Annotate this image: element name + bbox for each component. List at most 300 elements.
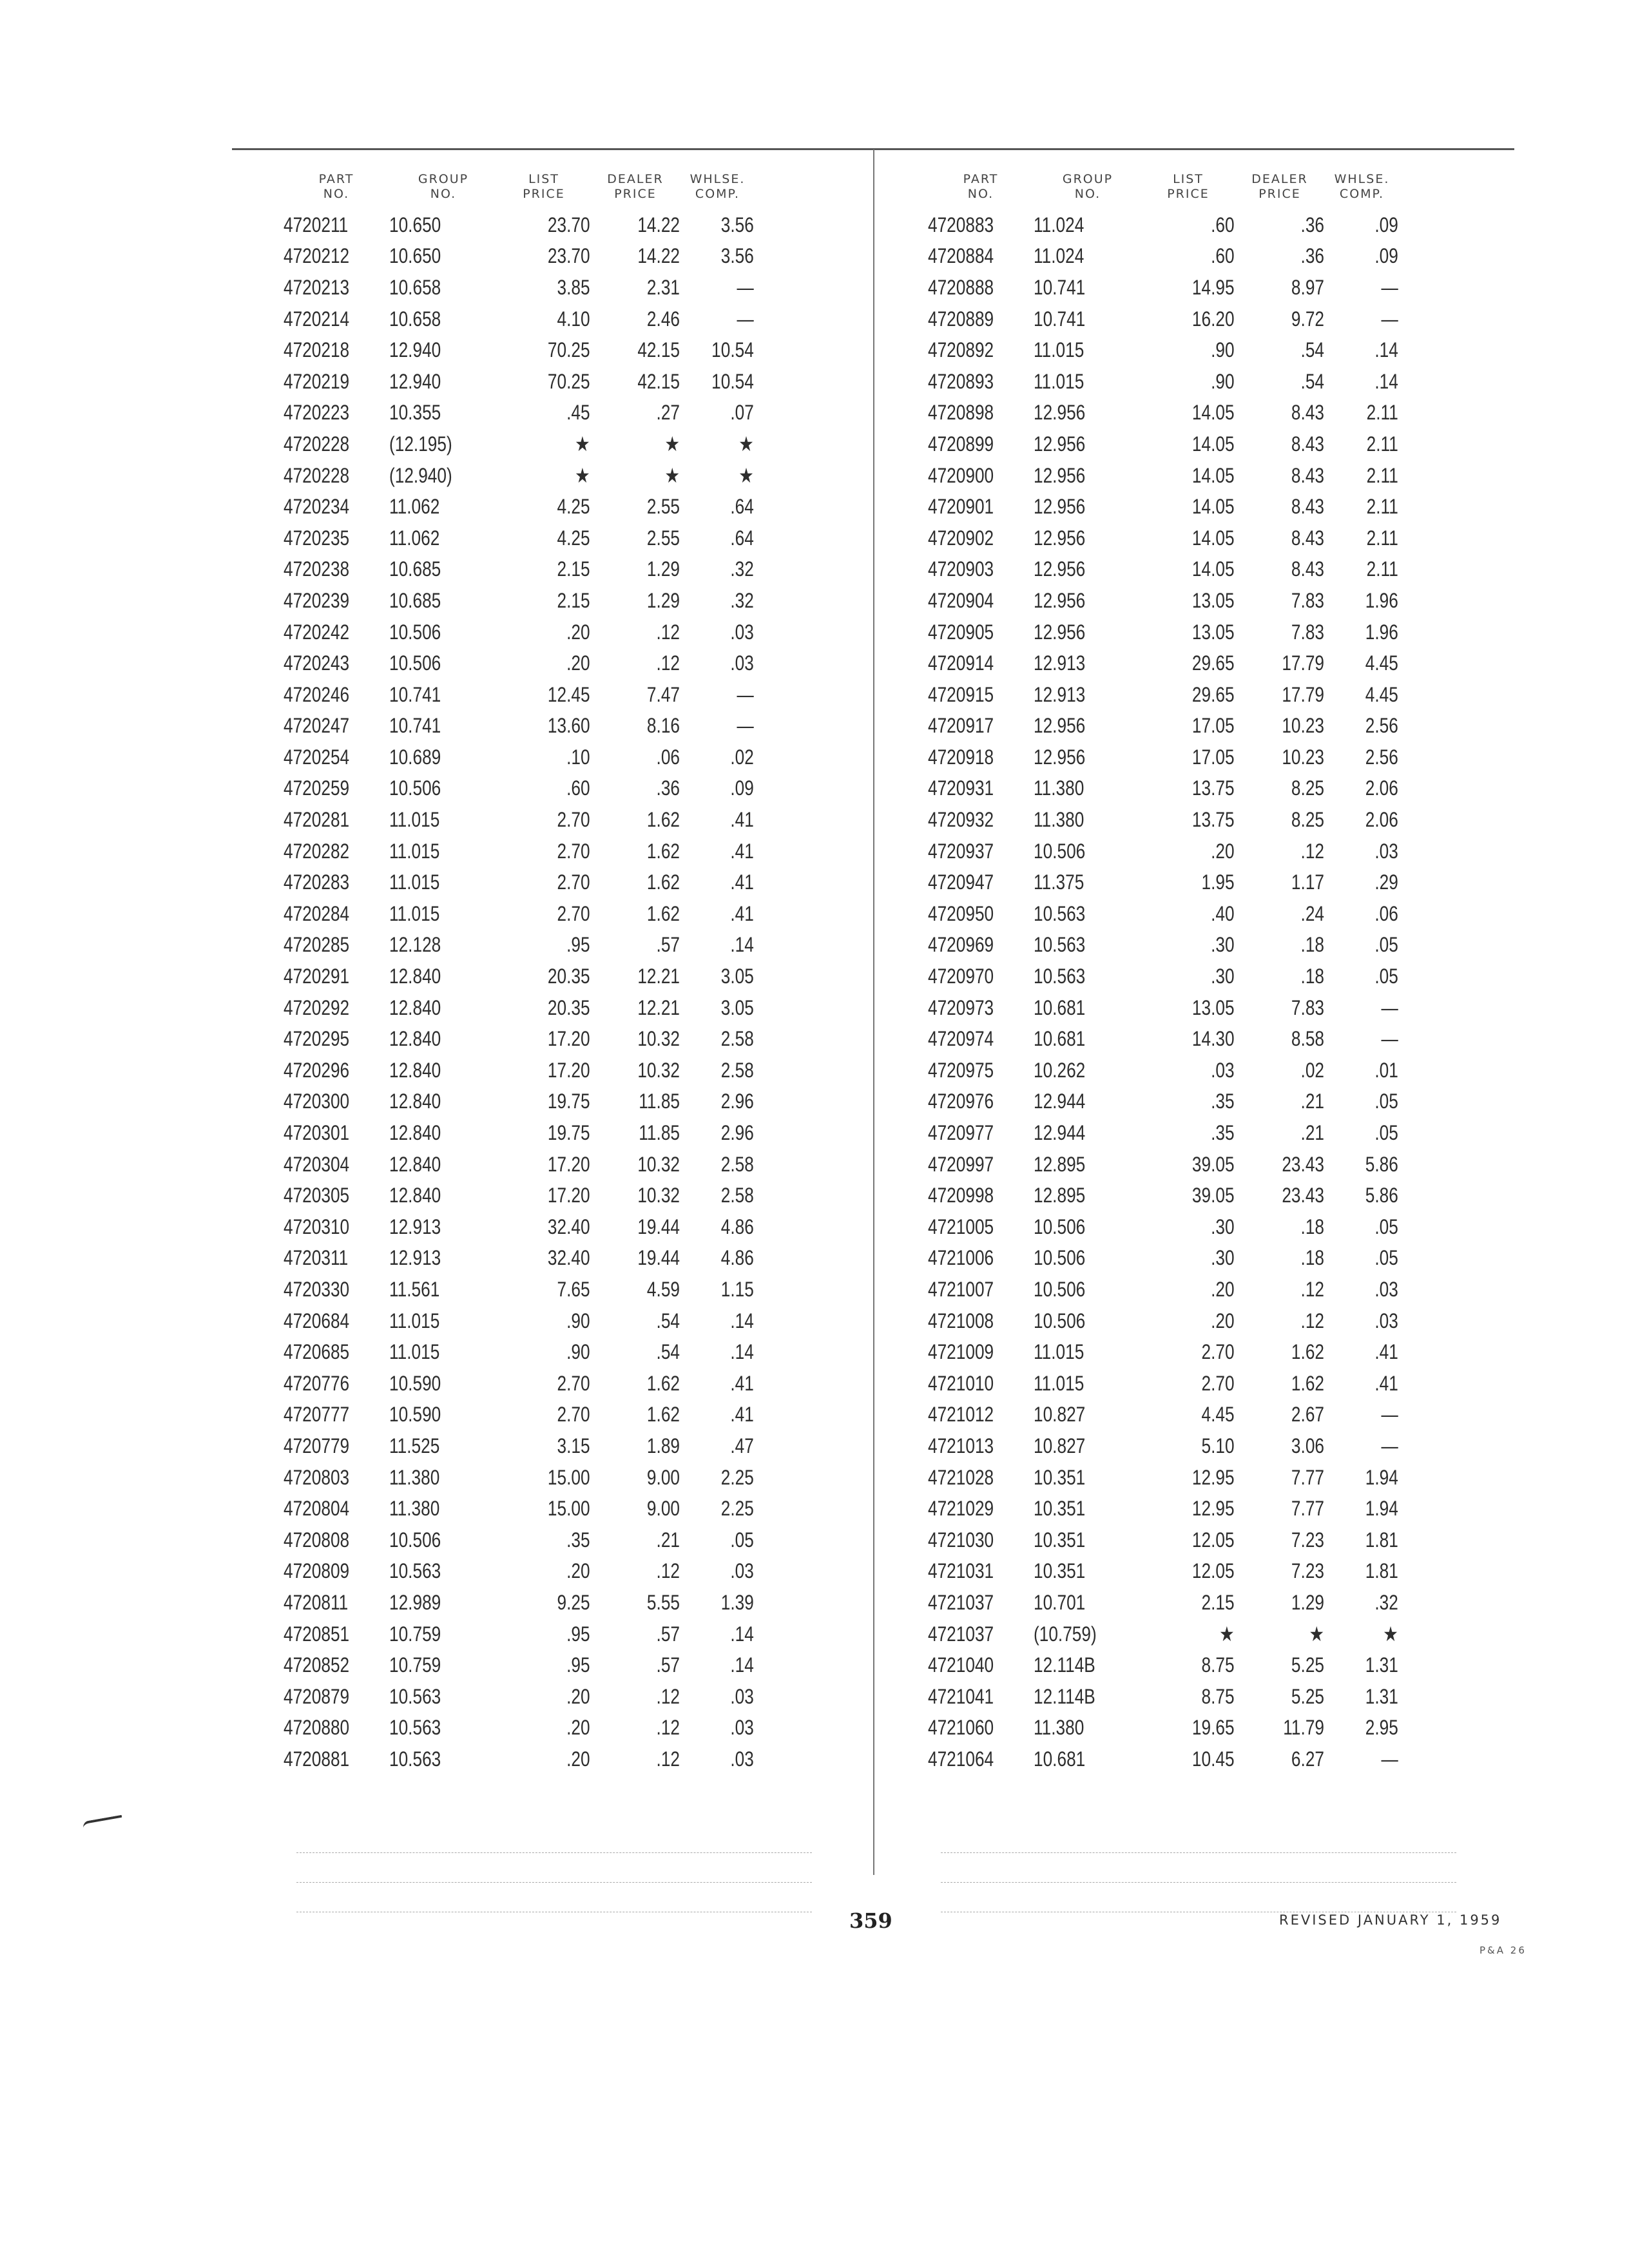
dealer-price-cell: .54 [656, 1340, 680, 1364]
whlse-comp-cell: 1.94 [1365, 1497, 1398, 1521]
dealer-price-cell: 8.43 [1291, 526, 1324, 550]
dealer-price-cell: 42.15 [637, 338, 680, 362]
table-row [284, 1681, 754, 1713]
group-no-cell: 10.741 [1034, 275, 1086, 299]
group-no-cell: 12.913 [1034, 651, 1086, 675]
whlse-comp-cell: 3.05 [720, 995, 754, 1019]
group-no-cell: 10.351 [1034, 1528, 1086, 1552]
dealer-price-cell: .02 [1300, 1058, 1324, 1082]
dealer-price-cell: 19.44 [637, 1246, 680, 1270]
dealer-price-cell: 1.62 [646, 808, 680, 832]
part-no-cell: 4720330 [284, 1277, 350, 1301]
dealer-price-cell: 8.43 [1291, 463, 1324, 487]
whlse-comp-cell: 2.58 [720, 1058, 754, 1082]
whlse-comp-cell: .03 [1374, 839, 1398, 863]
group-no-cell: 10.506 [1034, 839, 1086, 863]
list-price-cell: 70.25 [547, 369, 590, 393]
list-price-cell: .40 [1211, 901, 1235, 925]
list-price-cell: 3.15 [557, 1434, 590, 1457]
part-no-cell: 4720243 [284, 651, 350, 675]
dealer-price-cell: 42.15 [637, 369, 680, 393]
whlse-comp-cell: 1.81 [1365, 1528, 1398, 1552]
dealer-price-cell: 8.25 [1291, 776, 1324, 800]
dealer-price-cell: 2.46 [646, 307, 680, 331]
table-row [928, 1524, 1398, 1556]
revised-date: REVISED JANUARY 1, 1959 [1279, 1912, 1502, 1928]
part-no-cell: 4720292 [284, 995, 350, 1019]
table-row [928, 648, 1398, 679]
dealer-price-cell: 8.97 [1291, 275, 1324, 299]
dealer-price-cell: 7.83 [1291, 995, 1324, 1019]
list-price-cell: 13.05 [1191, 588, 1235, 612]
whlse-comp-cell: 2.58 [720, 1027, 754, 1051]
table-row [928, 428, 1398, 460]
part-no-cell: 4720950 [928, 901, 994, 925]
list-price-cell: .10 [566, 745, 590, 769]
part-no-cell: 4720296 [284, 1058, 350, 1082]
list-price-cell: 17.20 [547, 1184, 590, 1207]
dealer-price-cell: 17.79 [1282, 682, 1324, 706]
part-no-cell: 4720904 [928, 588, 994, 612]
dealer-price-cell: .12 [656, 1747, 680, 1771]
part-no-cell: 4720997 [928, 1152, 994, 1176]
whlse-comp-cell: .03 [730, 1716, 754, 1740]
whlse-comp-cell: .02 [730, 745, 754, 769]
list-price-cell: 23.70 [547, 213, 590, 236]
dealer-price-cell: .12 [656, 1716, 680, 1740]
dealer-price-cell: .36 [1300, 244, 1324, 268]
list-price-cell: 13.60 [547, 714, 590, 738]
list-price-cell: 12.45 [547, 682, 590, 706]
table-row [284, 1493, 754, 1524]
group-no-cell: 12.956 [1034, 745, 1086, 769]
header-whlse-comp: WHLSE. COMP. [1334, 172, 1390, 201]
list-price-cell: 2.70 [1201, 1371, 1235, 1395]
table-row [284, 1399, 754, 1431]
group-no-cell: 10.689 [389, 745, 441, 769]
dealer-price-cell: 8.58 [1291, 1027, 1324, 1051]
part-no-cell: 4721006 [928, 1246, 994, 1270]
table-row [928, 867, 1398, 898]
group-no-cell: 11.380 [1034, 808, 1084, 832]
list-price-cell: 2.70 [557, 901, 590, 925]
group-no-cell: 12.956 [1034, 714, 1086, 738]
part-no-cell: 4720246 [284, 682, 350, 706]
table-row [928, 460, 1398, 492]
list-price-cell: .20 [566, 1716, 590, 1740]
dealer-price-cell: 9.00 [646, 1465, 680, 1489]
dealer-price-cell: 9.00 [646, 1497, 680, 1521]
whlse-comp-cell: 4.45 [1365, 682, 1398, 706]
part-no-cell: 4720242 [284, 620, 350, 644]
whlse-comp-cell: — [1381, 995, 1398, 1019]
part-no-cell: 4720291 [284, 965, 350, 988]
part-no-cell: 4720238 [284, 557, 350, 581]
list-price-cell: 12.95 [1191, 1465, 1235, 1489]
header-group-no: GROUP NO. [1062, 172, 1113, 201]
group-no-cell: 11.015 [1034, 369, 1084, 393]
list-price-cell: .95 [566, 1622, 590, 1646]
group-no-cell: 10.506 [1034, 1277, 1086, 1301]
group-no-cell: 12.840 [389, 965, 441, 988]
list-price-cell: 14.05 [1191, 463, 1235, 487]
whlse-comp-cell: .41 [730, 1403, 754, 1427]
dealer-price-cell: 1.62 [646, 870, 680, 894]
group-no-cell: 10.506 [389, 1528, 441, 1552]
part-no-cell: 4720879 [284, 1684, 350, 1708]
whlse-comp-cell: .32 [730, 588, 754, 612]
table-row [928, 1086, 1398, 1118]
group-no-cell: 12.840 [389, 1184, 441, 1207]
group-no-cell: 10.563 [389, 1747, 441, 1771]
whlse-comp-cell: .41 [1374, 1340, 1398, 1364]
part-no-cell: 4721064 [928, 1747, 994, 1771]
part-no-cell: 4720898 [928, 401, 994, 425]
group-no-cell: (12.940) [389, 463, 452, 487]
page-number: 359 [849, 1908, 892, 1933]
table-row [284, 1180, 754, 1211]
dealer-price-cell: .54 [1300, 338, 1324, 362]
dealer-price-cell: .57 [656, 1622, 680, 1646]
part-no-cell: 4720804 [284, 1497, 350, 1521]
whlse-comp-cell: ★ [738, 432, 754, 456]
whlse-comp-cell: .14 [730, 1653, 754, 1677]
table-row [284, 1336, 754, 1368]
table-row [928, 742, 1398, 773]
part-no-cell: 4720889 [928, 307, 994, 331]
table-row [284, 398, 754, 429]
whlse-comp-cell: .05 [1374, 1090, 1398, 1113]
dealer-price-cell: 2.55 [646, 495, 680, 519]
whlse-comp-cell: — [1381, 275, 1398, 299]
dealer-price-cell: 2.31 [646, 275, 680, 299]
table-row [284, 711, 754, 742]
group-no-cell: 11.015 [389, 870, 440, 894]
part-no-cell: 4720228 [284, 432, 350, 456]
group-no-cell: 11.380 [1034, 776, 1084, 800]
whlse-comp-cell: 2.11 [1366, 495, 1398, 519]
dealer-price-cell: 11.85 [639, 1090, 680, 1113]
table-row [284, 460, 754, 492]
whlse-comp-cell: 2.11 [1366, 401, 1398, 425]
table-row [928, 1211, 1398, 1243]
part-no-cell: 4720301 [284, 1121, 350, 1145]
dealer-price-cell: 10.32 [637, 1152, 680, 1176]
part-no-cell: 4720779 [284, 1434, 350, 1457]
group-no-cell: 10.759 [389, 1653, 441, 1677]
table-row [928, 554, 1398, 586]
whlse-comp-cell: .64 [730, 526, 754, 550]
group-no-cell: 11.015 [389, 839, 440, 863]
list-price-cell: 19.75 [547, 1090, 590, 1113]
part-no-cell: 4721031 [928, 1559, 994, 1583]
table-row [928, 1556, 1398, 1588]
table-row [928, 1368, 1398, 1399]
whlse-comp-cell: 1.31 [1365, 1653, 1398, 1677]
whlse-comp-cell: 1.96 [1365, 588, 1398, 612]
part-no-cell: 4720283 [284, 870, 350, 894]
table-row [928, 1493, 1398, 1524]
table-row [284, 1023, 754, 1055]
table-row [284, 867, 754, 898]
table-row [928, 366, 1398, 398]
group-no-cell: 10.506 [389, 620, 441, 644]
part-no-cell: 4721060 [928, 1716, 994, 1740]
list-price-cell: 39.05 [1191, 1184, 1235, 1207]
whlse-comp-cell: — [1381, 307, 1398, 331]
table-row [928, 1117, 1398, 1149]
dealer-price-cell: .12 [656, 1559, 680, 1583]
group-no-cell: 12.956 [1034, 495, 1086, 519]
list-price-cell: 14.05 [1191, 432, 1235, 456]
table-row [928, 1587, 1398, 1619]
group-no-cell: 11.015 [389, 808, 440, 832]
group-no-cell: 12.956 [1034, 526, 1086, 550]
list-price-cell: 2.15 [557, 557, 590, 581]
whlse-comp-cell: 2.56 [1365, 714, 1398, 738]
list-price-cell: .95 [566, 933, 590, 957]
part-no-cell: 4720883 [928, 213, 994, 236]
whlse-comp-cell: ★ [1383, 1622, 1398, 1646]
whlse-comp-cell: — [737, 307, 754, 331]
group-no-cell: 10.351 [1034, 1497, 1086, 1521]
dealer-price-cell: .12 [656, 651, 680, 675]
whlse-comp-cell: .64 [730, 495, 754, 519]
whlse-comp-cell: 2.25 [720, 1465, 754, 1489]
whlse-comp-cell: .06 [1374, 901, 1398, 925]
list-price-cell: 17.05 [1191, 714, 1235, 738]
whlse-comp-cell: .14 [730, 1309, 754, 1332]
group-no-cell: 12.840 [389, 995, 441, 1019]
whlse-comp-cell: .14 [730, 1622, 754, 1646]
group-no-cell: 11.525 [389, 1434, 440, 1457]
dealer-price-cell: .06 [656, 745, 680, 769]
part-no-cell: 4720218 [284, 338, 350, 362]
group-no-cell: 10.685 [389, 557, 441, 581]
margin-mark [82, 1815, 123, 1829]
group-no-cell: 10.563 [1034, 901, 1086, 925]
group-no-cell: 10.563 [389, 1684, 441, 1708]
list-price-cell: 3.85 [557, 275, 590, 299]
dealer-price-cell: 5.55 [646, 1590, 680, 1614]
list-price-cell: 4.10 [557, 307, 590, 331]
dealer-price-cell: 10.32 [637, 1184, 680, 1207]
header-part-no: PART NO. [318, 172, 354, 201]
part-no-cell: 4720223 [284, 401, 350, 425]
dealer-price-cell: 8.43 [1291, 495, 1324, 519]
part-no-cell: 4720903 [928, 557, 994, 581]
part-no-cell: 4720977 [928, 1121, 994, 1145]
dealer-price-cell: .54 [656, 1309, 680, 1332]
dealer-price-cell: .24 [1300, 901, 1324, 925]
list-price-cell: 17.20 [547, 1058, 590, 1082]
column-divider [873, 149, 874, 1875]
list-price-cell: 19.75 [547, 1121, 590, 1145]
part-no-cell: 4720239 [284, 588, 350, 612]
dealer-price-cell: 8.43 [1291, 401, 1324, 425]
table-row [284, 1305, 754, 1337]
list-price-cell: .60 [566, 776, 590, 800]
whlse-comp-cell: .01 [1374, 1058, 1398, 1082]
dealer-price-cell: 6.27 [1291, 1747, 1324, 1771]
list-price-cell: .60 [1211, 244, 1235, 268]
whlse-comp-cell: — [1381, 1434, 1398, 1457]
table-row [284, 992, 754, 1024]
whlse-comp-cell: .14 [1374, 338, 1398, 362]
dealer-price-cell: 4.59 [646, 1277, 680, 1301]
dealer-price-cell: .12 [1300, 1277, 1324, 1301]
dealer-price-cell: 1.62 [646, 839, 680, 863]
table-header [284, 164, 857, 209]
dealer-price-cell: 8.25 [1291, 808, 1324, 832]
table-row [928, 1149, 1398, 1180]
table-row [284, 1713, 754, 1744]
part-no-cell: 4721037 [928, 1622, 994, 1646]
dealer-price-cell: 1.89 [646, 1434, 680, 1457]
dealer-price-cell: 10.23 [1282, 745, 1324, 769]
list-price-cell: .45 [566, 401, 590, 425]
group-no-cell: 12.913 [1034, 682, 1086, 706]
list-price-cell: .20 [566, 1684, 590, 1708]
part-no-cell: 4720684 [284, 1309, 350, 1332]
table-row [928, 491, 1398, 523]
list-price-cell: 7.65 [557, 1277, 590, 1301]
dealer-price-cell: ★ [1309, 1622, 1324, 1646]
list-price-cell: 15.00 [547, 1465, 590, 1489]
whlse-comp-cell: 1.94 [1365, 1465, 1398, 1489]
whlse-comp-cell: 2.58 [720, 1184, 754, 1207]
group-no-cell: 10.563 [1034, 933, 1086, 957]
list-price-cell: ★ [575, 432, 590, 456]
list-price-cell: 20.35 [547, 965, 590, 988]
whlse-comp-cell: ★ [738, 464, 754, 488]
list-price-cell: 14.30 [1191, 1027, 1235, 1051]
dealer-price-cell: .21 [1300, 1121, 1324, 1145]
list-price-cell: 19.65 [1191, 1716, 1235, 1740]
whlse-comp-cell: .05 [1374, 1121, 1398, 1145]
dealer-price-cell: 10.23 [1282, 714, 1324, 738]
dealer-price-cell: .18 [1300, 1246, 1324, 1270]
whlse-comp-cell: .03 [1374, 1309, 1398, 1332]
dealer-price-cell: 23.43 [1282, 1152, 1324, 1176]
part-no-cell: 4721007 [928, 1277, 994, 1301]
part-no-cell: 4721030 [928, 1528, 994, 1552]
table-row [284, 1086, 754, 1118]
whlse-comp-cell: — [737, 714, 754, 738]
whlse-comp-cell: 5.86 [1365, 1184, 1398, 1207]
list-price-cell: 70.25 [547, 338, 590, 362]
whlse-comp-cell: .41 [730, 808, 754, 832]
whlse-comp-cell: 5.86 [1365, 1152, 1398, 1176]
dealer-price-cell: 10.32 [637, 1027, 680, 1051]
header-group-no: GROUP NO. [418, 172, 469, 201]
header-list-price: LIST PRICE [1167, 172, 1210, 201]
part-no-cell: 4721012 [928, 1403, 994, 1427]
table-row [928, 1681, 1398, 1713]
list-price-cell: 4.25 [557, 495, 590, 519]
dealer-price-cell: 2.67 [1291, 1403, 1324, 1427]
part-no-cell: 4720214 [284, 307, 350, 331]
part-no-cell: 4720851 [284, 1622, 350, 1646]
table-row [928, 836, 1398, 867]
table-row [284, 961, 754, 992]
table-row [928, 961, 1398, 992]
whlse-comp-cell: .03 [730, 620, 754, 644]
whlse-comp-cell: — [737, 682, 754, 706]
list-price-cell: 2.70 [557, 1371, 590, 1395]
list-price-cell: .20 [566, 1559, 590, 1583]
table-row [284, 272, 754, 303]
group-no-cell: 10.506 [1034, 1215, 1086, 1238]
table-row [928, 523, 1398, 554]
table-row [928, 303, 1398, 335]
dealer-price-cell: .57 [656, 933, 680, 957]
group-no-cell: 11.561 [389, 1277, 440, 1301]
dealer-price-cell: 9.72 [1291, 307, 1324, 331]
part-no-cell: 4720776 [284, 1371, 350, 1395]
whlse-comp-cell: 10.54 [711, 338, 754, 362]
table-row [928, 617, 1398, 648]
part-no-cell: 4720888 [928, 275, 994, 299]
list-price-cell: 8.75 [1201, 1684, 1235, 1708]
dealer-price-cell: 17.79 [1282, 651, 1324, 675]
dealer-price-cell: 8.43 [1291, 557, 1324, 581]
group-no-cell: 11.062 [389, 526, 440, 550]
blank-rules [941, 1852, 1456, 1941]
table-row [284, 930, 754, 961]
list-price-cell: 5.10 [1201, 1434, 1235, 1457]
part-no-cell: 4721029 [928, 1497, 994, 1521]
group-no-cell: 11.380 [1034, 1716, 1084, 1740]
header-part-no: PART NO. [963, 172, 999, 201]
group-no-cell: 12.895 [1034, 1184, 1086, 1207]
list-price-cell: 13.75 [1191, 808, 1235, 832]
table-row [284, 1524, 754, 1556]
table-row [284, 804, 754, 836]
group-no-cell: 10.741 [1034, 307, 1086, 331]
group-no-cell: (10.759) [1034, 1622, 1097, 1646]
list-price-cell: .60 [1211, 213, 1235, 236]
dealer-price-cell: 7.77 [1291, 1497, 1324, 1521]
table-row [284, 1368, 754, 1399]
table-row [928, 1180, 1398, 1211]
list-price-cell: 23.70 [547, 244, 590, 268]
whlse-comp-cell: 4.86 [720, 1215, 754, 1238]
whlse-comp-cell: — [1381, 1747, 1398, 1771]
group-no-cell: 12.956 [1034, 557, 1086, 581]
group-no-cell: 12.913 [389, 1215, 441, 1238]
group-no-cell: 10.563 [1034, 965, 1086, 988]
list-price-cell: .20 [566, 620, 590, 644]
dealer-price-cell: .57 [656, 1653, 680, 1677]
whlse-comp-cell: 1.31 [1365, 1684, 1398, 1708]
list-price-cell: 17.05 [1191, 745, 1235, 769]
table-row [284, 1430, 754, 1462]
part-no-cell: 4721008 [928, 1309, 994, 1332]
whlse-comp-cell: .09 [730, 776, 754, 800]
table-header [928, 164, 1501, 209]
dealer-price-cell: .27 [656, 401, 680, 425]
table-row [284, 209, 754, 241]
group-no-cell: (12.195) [389, 432, 452, 456]
table-row [284, 1619, 754, 1650]
list-price-cell: 13.05 [1191, 995, 1235, 1019]
dealer-price-cell: 1.29 [646, 588, 680, 612]
group-no-cell: 11.024 [1034, 213, 1084, 236]
table-row [928, 241, 1398, 273]
group-no-cell: 10.563 [389, 1559, 441, 1583]
right-price-table [928, 164, 1501, 1775]
